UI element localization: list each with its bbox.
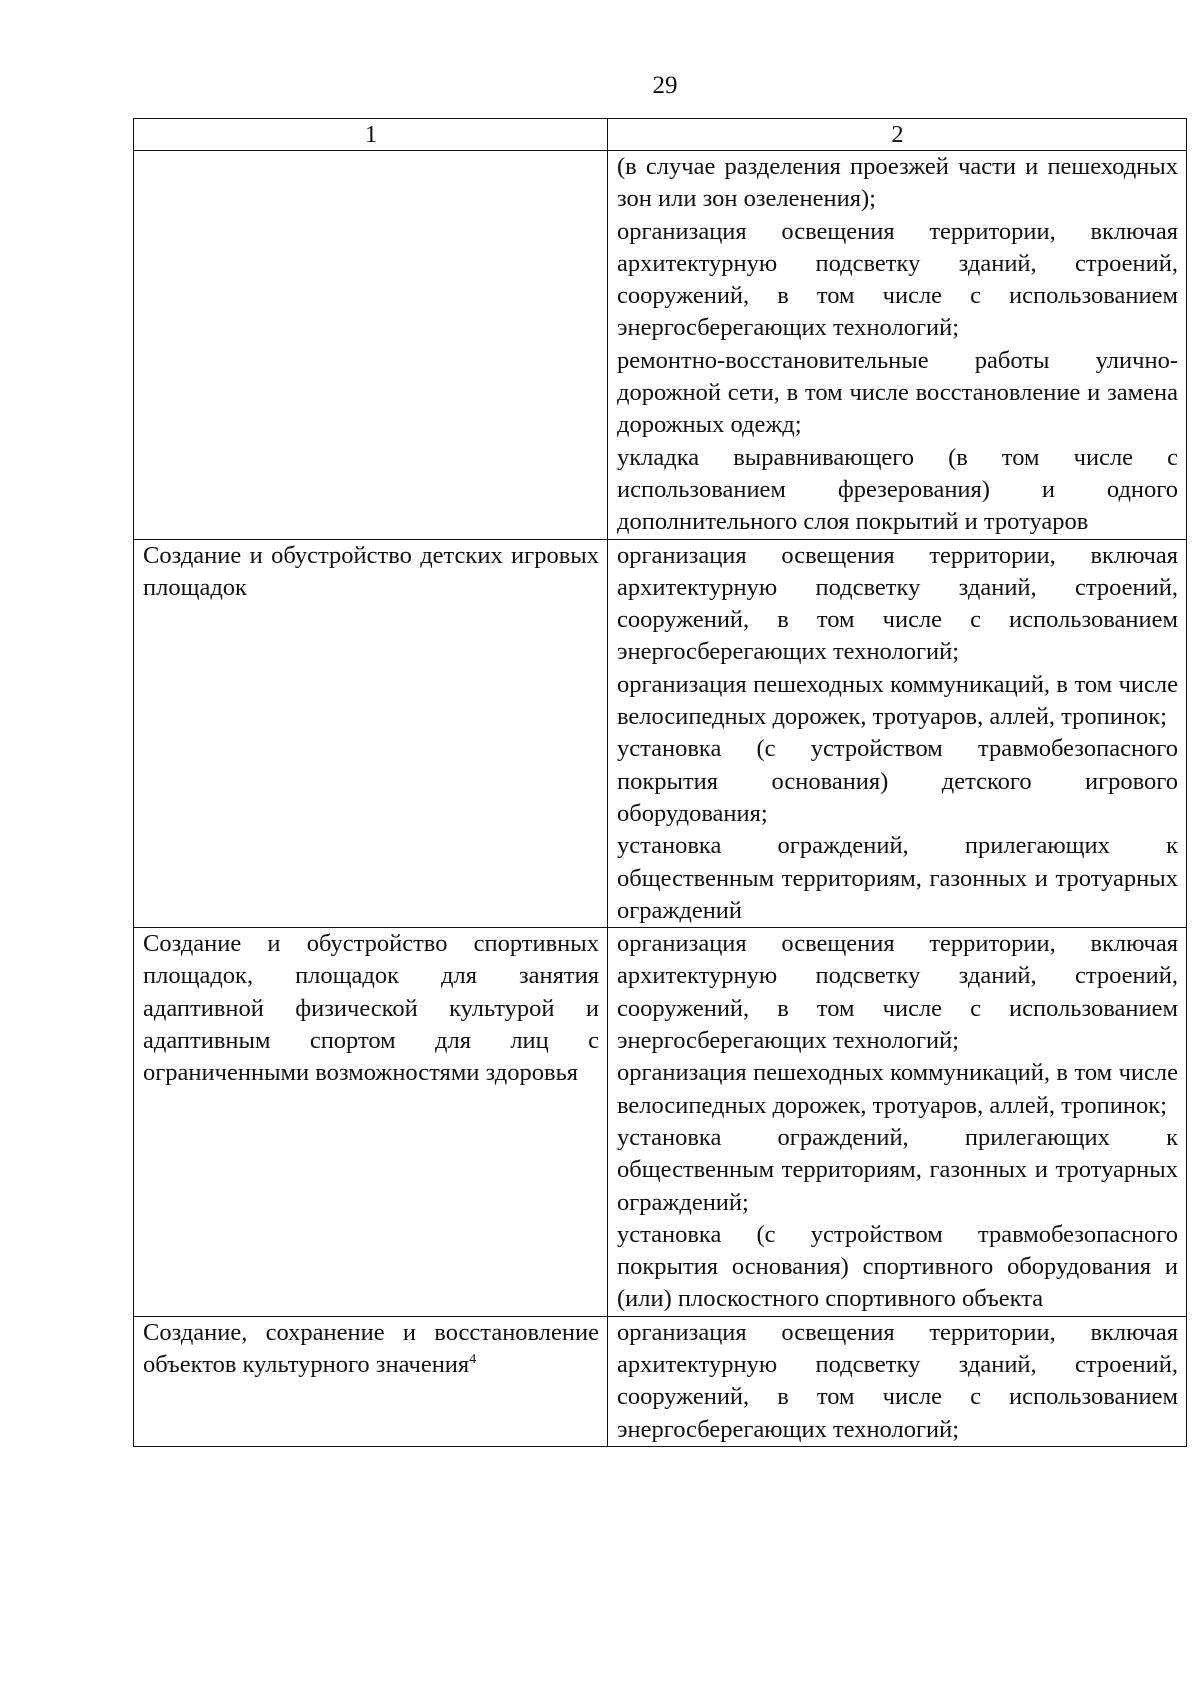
table-cell-works [608,539,1187,928]
work-item: установка (с устройством травмобезопасного покрытия основания) детского игрового оборудования; [617,735,1178,827]
table-cell-activity [134,151,608,540]
table-cell-works [608,928,1187,1317]
activity-name [143,1317,599,1382]
work-item: (в случае разделения проезжей части и пешеходных зон или зон озеленения); [617,153,1178,213]
work-item: организация пешеходных коммуникаций, в том числе велосипедных дорожек, тротуаров, аллей, тропинок; [617,670,1178,731]
table-cell-activity [134,539,608,928]
table-cell-works [608,151,1187,540]
table-row [134,928,1187,1317]
table-cell-works [608,1316,1187,1446]
work-item: установка ограждений, прилегающих к общественным территориям, газонных и тротуарных ограждений; [617,1123,1178,1216]
work-item: установка ограждений, прилегающих к общественным территориям, газонных и тротуарных ограждений [617,832,1178,924]
activity-name: Создание и обустройство детских игровых площадок [143,541,599,601]
table-row [134,1316,1187,1446]
table-row [134,151,1187,540]
table-cell-activity [134,1316,608,1446]
column-header-1: 1 [134,119,608,151]
footnote-marker: 4 [469,1351,477,1367]
table-row [134,539,1187,928]
requirements-table [133,118,1187,1447]
activity-name: Создание и обустройство спортивных площадок, площадок для занятия адаптивной физической культурой и адаптивным спортом для лиц с ограниченными возможностями здоровья [143,930,599,1087]
activity-name-text: Создание, сохранение и восстановление объектов культурного значения [143,1318,599,1378]
column-header-2: 2 [608,119,1187,151]
work-item: установка (с устройством травмобезопасного покрытия основания) спортивного оборудования и (или) плоскостного спортивного объекта [617,1220,1178,1313]
work-item: организация освещения территории, включая архитектурную подсветку зданий, строений, сооружений, в том числе с использованием энергосберегающих технологий; [617,217,1178,342]
work-item: организация пешеходных коммуникаций, в том числе велосипедных дорожек, тротуаров, аллей, тропинок; [617,1059,1178,1119]
work-item: организация освещения территории, включая архитектурную подсветку зданий, строений, сооружений, в том числе с использованием энергосберегающих технологий; [617,541,1178,666]
table-header-row [134,119,1187,151]
work-item: организация освещения территории, включая архитектурную подсветку зданий, строений, сооружений, в том числе с использованием энергосберегающих технологий; [617,930,1178,1055]
page-number: 29 [652,72,678,99]
work-item: ремонтно-восстановительные работы улично-дорожной сети, в том числе восстановление и замена дорожных одежд; [617,346,1178,439]
work-item: организация освещения территории, включая архитектурную подсветку зданий, строений, сооружений, в том числе с использованием энергосберегающих технологий; [617,1318,1178,1443]
table-cell-activity [134,928,608,1317]
work-item: укладка выравнивающего (в том числе с использованием фрезерования) и одного дополнительного слоя покрытий и тротуаров [617,443,1178,536]
